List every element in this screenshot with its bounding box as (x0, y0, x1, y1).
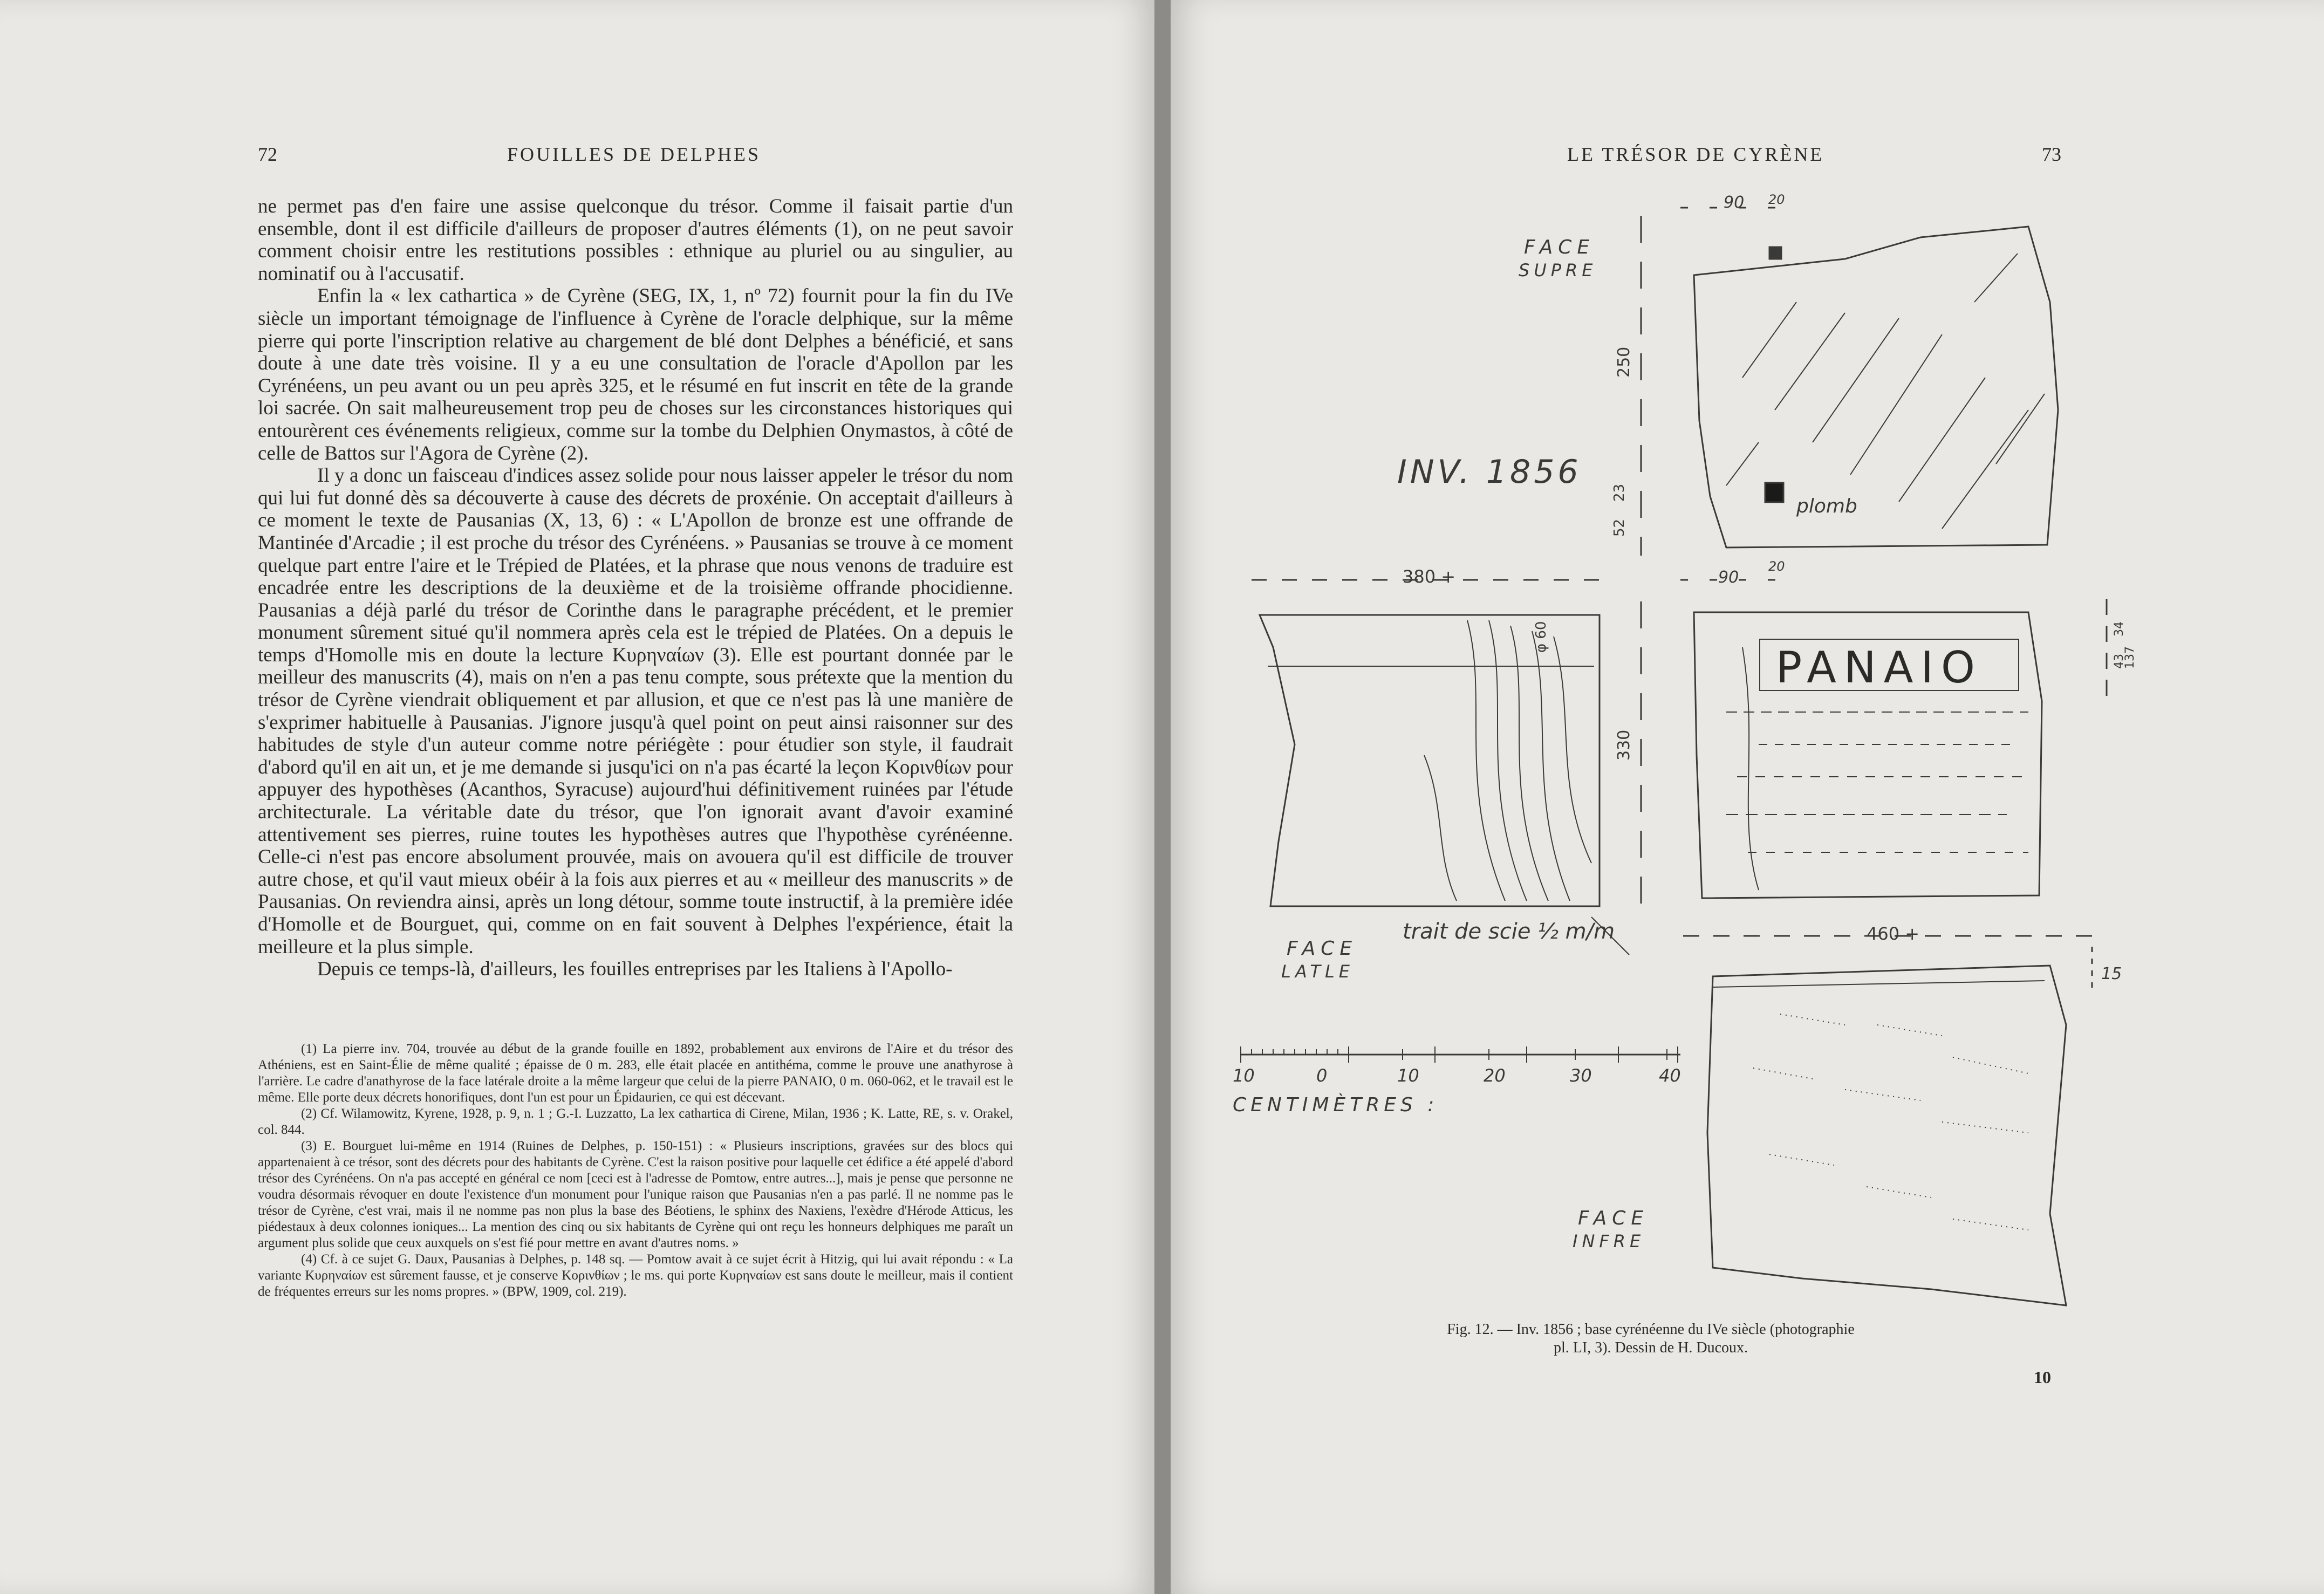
block-face-superieure (1694, 227, 2058, 548)
face-lat-label-1: FACE (1287, 938, 1358, 960)
dim-phi60: φ 60 (1533, 621, 1549, 653)
footnote: (3) E. Bourguet lui-même en 1914 (Ruines de Delphes, p. 150-151) : « Plusieurs inscriptions, gravées sur des blocs qui appartenaient à ce trésor, sont des décrets pour des habitants de Cyrène. C'est la raison positive pour laquelle cet édifice a été appelé d'abord trésor des Cyrénéens. On n'a pas accepté en général ce nom [ceci est à l'adresse de Pomtow, entre autres...], mais je pense que personne ne voudra désormais révoquer en doute l'existence d'un monument pour l'unique raison que Pausanias n'en a pas parlé. Il ne nomme pas le trésor de Cyrène, c'est vrai, mais il ne nomme pas non plus la base des Béotiens, le sphinx des Naxiens, l'exèdre d'Hérode Atticus, les piédestaux à deux colonnes ioniques... La mention des cinq ou six habitants de Cyrène qui ont reçu les honneurs delphiques me paraît un argument plus solide que ceux auxquels on s'est fié pour mettre en avant d'autres noms. » (258, 1139, 1013, 1250)
scale-unit-label: CENTIMÈTRES : (1233, 1094, 1439, 1116)
book-gutter (1154, 0, 1171, 1594)
dim-52: 52 (1611, 518, 1628, 537)
running-head-right: LE TRÉSOR DE CYRÈNE (1567, 143, 1824, 165)
footnotes (258, 1041, 1013, 1300)
face-sup-label-2: SUPRE (1519, 260, 1597, 281)
inventory-label: INV. 1856 (1397, 453, 1582, 491)
footnote: (2) Cf. Wilamowitz, Kyrene, 1928, p. 9, n. 1 ; G.-I. Luzzatto, La lex cathartica di Cirene, Milan, 1936 ; K. Latte, RE, s. v. Orakel, col. 844. (258, 1106, 1013, 1137)
caption-line: Fig. 12. — Inv. 1856 ; base cyrénéenne du IVe siècle (photographie (1447, 1321, 1855, 1338)
dim-137: 137 (2123, 646, 2137, 669)
hatching-lateral (1424, 620, 1591, 901)
dim-380: 380 + (1403, 566, 1456, 587)
scale-tick-label: 0 (1316, 1065, 1328, 1086)
dim-top-20: 20 (1768, 192, 1785, 207)
paragraph: Depuis ce temps-là, d'ailleurs, les fouilles entreprises par les Italiens à l'Apollo- (317, 958, 953, 981)
page-number-right: 73 (2042, 143, 2061, 165)
trait-de-scie-label: trait de scie ½ m/m (1403, 919, 1615, 944)
face-inf-label-2: INFRE (1573, 1231, 1645, 1251)
dim-top-90: 90 (1724, 193, 1745, 212)
scale-tick-label: 10 (1233, 1065, 1255, 1086)
paragraph: ne permet pas d'en faire une assise quelconque du trésor. Comme il faisait partie d'un ensemble, dont il est difficile d'ailleurs de proposer d'autres éléments (1), on ne peut savoir comment choisir entre les restitutions possibles : ethnique au pluriel ou au singulier, au nominatif ou à l'accusatif. (258, 195, 1013, 285)
figure-caption (1349, 1321, 1953, 1357)
block-face-inferieure (1707, 966, 2066, 1305)
dim-mid-90: 90 (1718, 568, 1739, 587)
signature-mark: 10 (2034, 1367, 2051, 1387)
lead-marker-top (1769, 247, 1781, 259)
dim-330: 330 (1615, 729, 1633, 761)
stipple-inferior (1753, 1014, 2028, 1230)
dim-23: 23 (1611, 483, 1628, 502)
scale-tick-label: 10 (1397, 1065, 1419, 1086)
running-head-left: FOUILLES DE DELPHES (507, 143, 761, 165)
body-text (258, 195, 1013, 981)
page-number-left: 72 (258, 143, 277, 165)
paragraph: Enfin la « lex cathartica » de Cyrène (SEG, IX, 1, nº 72) fournit pour la fin du IVe siècle un important témoignage de l'influence à Cyrène de l'oracle delphique, sur la même pierre qui porte l'inscription relative au chargement de blé dont Delphes a bénéficié, et sans doute à une date très voisine. Il y a eu une consultation de l'oracle d'Apollon par les Cyrénéens, un peu avant ou un peu après 325, et le résumé en fut inscrit en tête de la grande loi sacrée. On sait malheureusement trop peu de choses sur les circonstances historiques qui entourèrent ces événements religieux, comme sur la tombe du Delphien Onymastos, à côté de celle de Battos sur l'Agora de Cyrène (2). (258, 285, 1013, 464)
scale-tick-label: 30 (1570, 1065, 1592, 1086)
scale-tick-label: 40 (1659, 1065, 1681, 1086)
lead-plomb-square (1765, 483, 1783, 502)
caption-line: pl. LI, 3). Dessin de H. Ducoux. (1553, 1339, 1748, 1356)
paragraph: Il y a donc un faisceau d'indices assez solide pour nous laisser appeler le trésor du nom qui lui fut donné dès sa découverte à cause des décrets de proxénie. On acceptait d'ailleurs à ce moment le texte de Pausanias (X, 13, 6) : « L'Apollon de bronze est une offrande de Mantinée d'Arcadie ; il est proche du trésor des Cyrénéens. » Pausanias se trouve à ce moment quelque part entre l'aire et le Trépied de Platées, et la phrase que nous venons de traduire est encadrée entre les descriptions de la deuxième et de la troisième offrande phocidienne. Pausanias a déjà parlé du trésor de Corinthe dans le paragraphe précédent, et le premier monument sûrement situé qu'il nommera après cela est le trépied de Platées. On a depuis le temps d'Homolle mis en doute la lecture Κυρηναίων (3). Elle est pourtant donnée par le meilleur des manuscrits (4), mais on n'en a pas tenu compte, sous prétexte que la mention du trésor de Cyrène viendrait obliquement et par allusion, et que ce n'est pas là une manière de s'exprimer habituelle à Pausanias. J'ignore jusqu'à quel point on peut ainsi raisonner sur des habitudes de style d'un auteur comme notre périégète : pour étudier son style, il faudrait d'abord qu'il en ait un, et je me demande si jusqu'ici on n'a pas écarté la leçon Κορινθίων pour appuyer des hypothèses (Acanthos, Syracuse) aujourd'hui définitivement ruinées par l'étude architecturale. La véritable date du trésor, que l'on ignorait avant d'avoir examiné attentivement ses pierres, ruine toutes les hypothèses autres que l'hypothèse cyrénéenne. Celle-ci n'est pas encore absolument prouvée, mais on avouera qu'il est difficile de trouver autre chose, et qu'il vaut mieux obéir à la fois aux pierres et au « meilleur des manuscrits » de Pausanias. On reviendra ainsi, après un long détour, somme toute instructif, à la première idée d'Homolle et de Bourguet, qui, comme on en fait souvent à Delphes l'expérience, était la meilleure et la plus simple. (258, 464, 1013, 958)
dim-43: 43 (2113, 654, 2126, 669)
dim-34: 34 (2113, 621, 2126, 637)
left-page (0, 0, 1154, 1594)
dim-15: 15 (2101, 964, 2122, 983)
inscription-panaio: PANAIO (1776, 642, 1983, 693)
dim-460: 460 + (1867, 923, 1920, 944)
inferior-edge-line (1713, 981, 2045, 987)
scale-tick-label: 20 (1484, 1065, 1506, 1086)
face-sup-label-1: FACE (1524, 236, 1595, 258)
block-face-laterale (1260, 615, 1600, 906)
dim-mid-20: 20 (1768, 559, 1785, 574)
footnote: (1) La pierre inv. 704, trouvée au début de la grande fouille en 1892, probablement aux environs de l'Aire et du trésor des Athéniens, est en Saint-Élie de même qualité ; épaisse de 0 m. 283, elle était placée en antithéma, comme le prouve une anathyrose à l'arrière. Le cadre d'anathyrose de la face latérale droite a la même largeur que celui de la pierre PANAIO, 0 m. 060-062, et le travail est le même. Elle porte deux décrets honorifiques, dont l'un est pour un Épidaurien, ce qui est décevant. (258, 1042, 1013, 1105)
footnote: (4) Cf. à ce sujet G. Daux, Pausanias à Delphes, p. 148 sq. — Pomtow avait à ce sujet écrit à Hitzig, qui lui avait répondu : « La variante Κυρηναίων est sûrement fausse, et je conserve Κορινθίων ; le ms. qui porte Κυρηναίων est sans doute le meilleur, mais il contient de fréquentes erreurs sur les noms propres. » (BPW, 1909, col. 219). (258, 1252, 1013, 1299)
dim-250: 250 (1615, 346, 1633, 378)
face-lat-label-2: LATLE (1281, 961, 1354, 982)
face-inf-label-1: FACE (1578, 1207, 1649, 1229)
plomb-label: plomb (1796, 495, 1857, 517)
